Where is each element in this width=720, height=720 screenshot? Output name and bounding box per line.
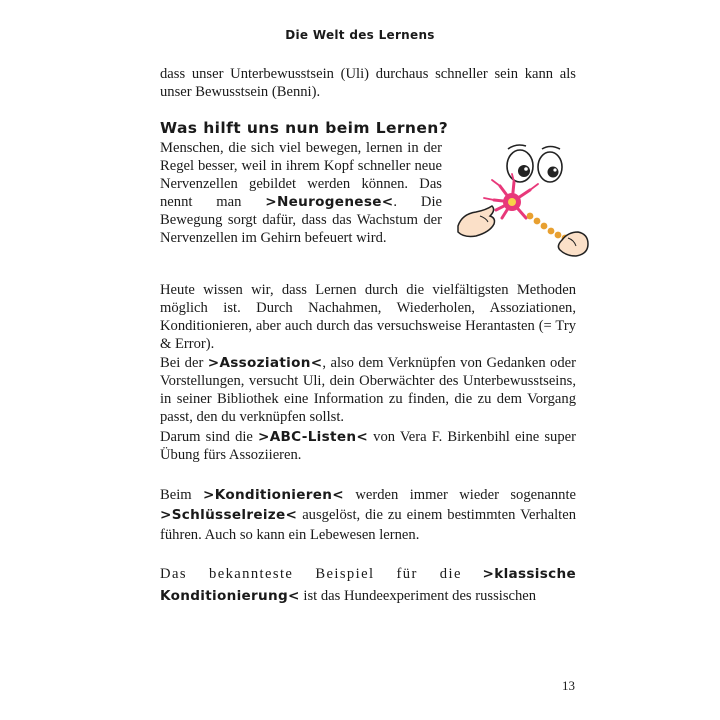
conditioning-text-3: ausgelöst, die zu einem bestimmten Verhalten führen. Auch so kann ein Lebewesen lernen.: [160, 507, 576, 543]
association-text-1: Bei der: [160, 355, 204, 371]
term-abc-listen: >ABC-Listen<: [258, 429, 369, 445]
movement-text-2: . Die Bewegung sorgt dafür, dass das Wachstum der Nervenzellen im Gehirn befeuert wird.: [160, 194, 442, 246]
running-title: Die Welt des Lernens: [285, 28, 435, 42]
paragraph-conditioning: [160, 485, 576, 545]
term-konditionierung: Konditionierung<: [160, 588, 300, 604]
cartoon-eyes: [507, 145, 562, 182]
neuron-character-illustration: [450, 140, 592, 260]
term-assoziation: >Assoziation<: [207, 355, 323, 371]
cartoon-hand-left: [458, 206, 495, 237]
paragraph-movement: [160, 139, 442, 247]
movement-text-1: Menschen, die sich viel bewegen, lernen in der Regel besser, weil in ihrem Kopf schneller neue Nervenzellen gebildet werden können. Das nennt man: [160, 140, 442, 210]
classical-text-1: Das bekannteste Beispiel für die: [160, 566, 462, 582]
page-number: 13: [562, 678, 575, 693]
axon-beads: [527, 213, 569, 242]
abc-text-1: Darum sind die: [160, 429, 253, 445]
term-schluesselreize: >Schlüsselreize<: [160, 507, 298, 523]
classical-text-2: ist das Hundeexperiment des russischen: [303, 588, 537, 604]
association-text-2: , also dem Verknüpfen von Gedanken oder Vorstellungen, versucht Uli, dein Oberwächter des Unterbewusstseins, in seiner Bibliothek eine Information zu finden, die zu dem Vorgang passt, den du verknüpfen sollst.: [160, 355, 576, 425]
paragraph-association: [160, 354, 576, 426]
paragraph-methods: Heute wissen wir, dass Lernen durch die vielfältigsten Methoden möglich ist. Durch Nachahmen, Wiederholen, Assoziationen, Konditionieren, aber auch durch das versuchsweise Herantasten (= Try & Error).: [160, 282, 576, 352]
term-neurogenese: >Neurogenese<: [265, 194, 394, 210]
paragraph-intro: dass unser Unterbewusstsein (Uli) durchaus schneller sein kann als unser Bewusstsein (Benni).: [160, 66, 576, 100]
conditioning-text-1: Beim: [160, 487, 192, 503]
term-konditionieren: >Konditionieren<: [203, 487, 344, 503]
term-klassische: >klassische: [482, 566, 576, 582]
paragraph-classical: [160, 563, 576, 607]
paragraph-abc-lists: [160, 428, 576, 464]
section-heading: Was hilft uns nun beim Lernen?: [160, 119, 449, 137]
conditioning-text-2: werden immer wieder sogenannte: [355, 487, 576, 503]
abc-text-2: von Vera F. Birkenbihl eine super Übung fürs Assoziieren.: [160, 429, 576, 463]
